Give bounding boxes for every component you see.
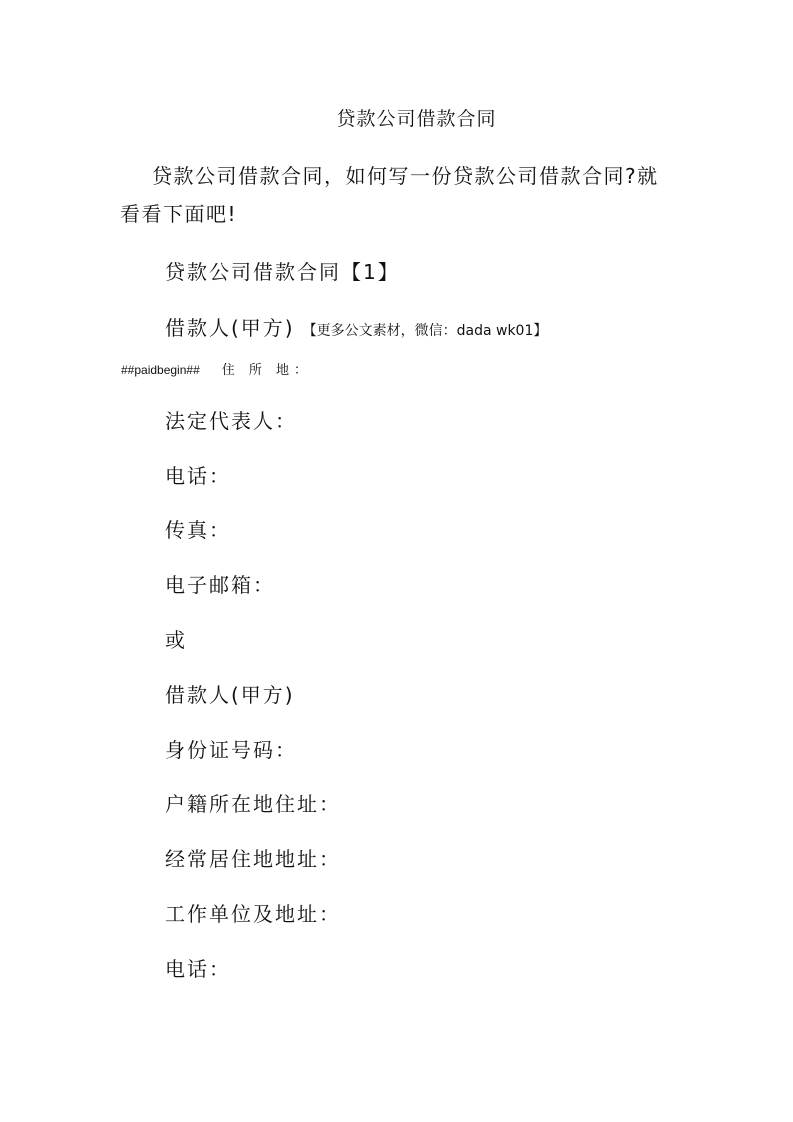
- field-residence-address: 经常居住地地址：: [165, 847, 341, 871]
- section-heading: 贷款公司借款合同【1】: [165, 260, 400, 284]
- address-label: 住 所 地：: [221, 363, 313, 378]
- field-fax: 传真：: [165, 518, 231, 542]
- intro-paragraph: 贷款公司借款合同，如何写一份贷款公司借款合同?就看看下面吧!: [120, 164, 659, 226]
- field-id-number: 身份证号码：: [165, 738, 297, 762]
- field-or: 或: [165, 628, 187, 652]
- field-borrower: 借款人(甲方): [165, 683, 295, 707]
- field-email: 电子邮箱：: [165, 573, 275, 597]
- field-work-address: 工作单位及地址：: [165, 902, 341, 926]
- paid-marker: ##paidbegin##: [121, 363, 200, 377]
- borrower-label: 借款人(甲方): [165, 316, 295, 340]
- promo-note: 【更多公文素材，微信：dada wk01】: [302, 323, 548, 339]
- field-household-address: 户籍所在地住址：: [165, 792, 341, 816]
- borrower-line: [165, 312, 547, 341]
- field-phone: 电话：: [165, 464, 231, 488]
- field-legal-representative: 法定代表人：: [165, 409, 297, 433]
- paid-marker-row: [121, 359, 312, 378]
- document-title: 贷款公司借款合同: [336, 108, 497, 130]
- field-phone-2: 电话：: [165, 957, 231, 981]
